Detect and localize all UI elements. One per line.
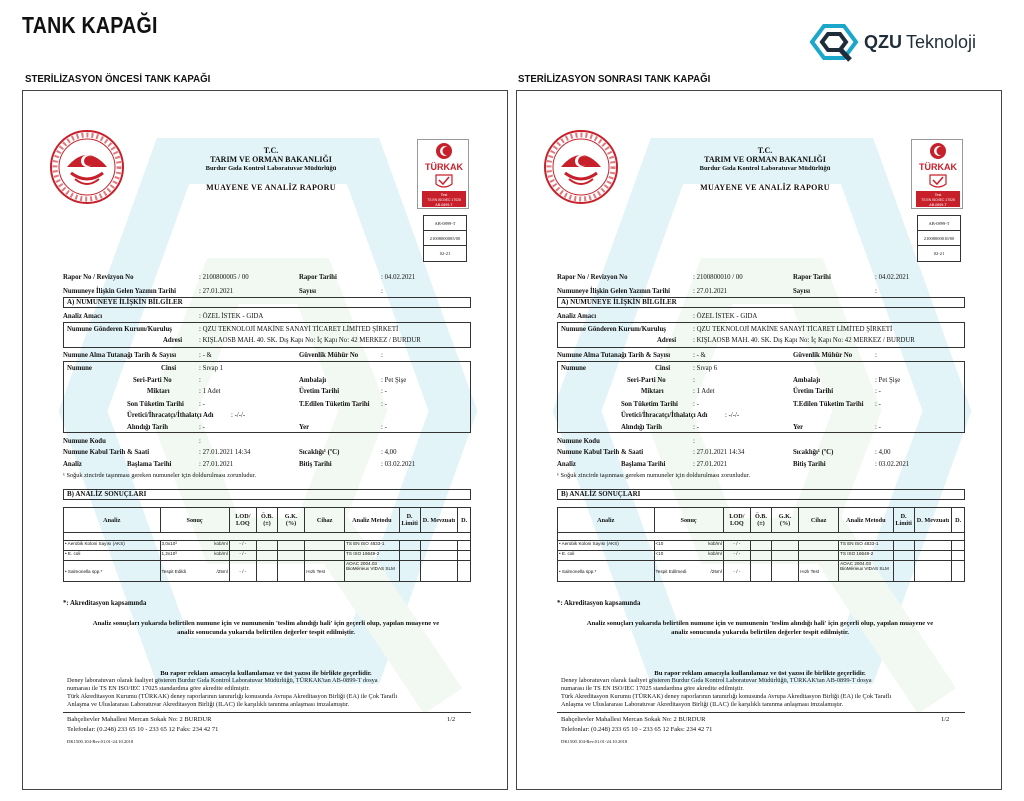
purpose-label: Analiz Amacı — [63, 313, 103, 320]
pack-label: Ambalajı — [793, 377, 821, 384]
result-analysis: • Salmonella spp.* — [64, 561, 161, 582]
taken-date-label: Alındığı Tarih — [127, 424, 168, 431]
result-value: 1,2x10³ — [161, 551, 177, 556]
validity-line-2: analiz sonucunda yukarıda belirtilen değerler tespit edilmiştir. — [177, 629, 355, 636]
footer-line-4: Anlaşma ve Uluslararası Laboratuvar Akreditasyon Birliği (ILAC) ile karşılıklı tanınma anlaşması imzalamıştır. — [67, 701, 350, 708]
analysis-label: Analiz — [557, 461, 576, 468]
turkak-badge — [417, 139, 469, 209]
prod-date-value: : - — [875, 388, 881, 395]
sample-code-label: Numune Kodu — [557, 438, 600, 445]
footer-line-4: Anlaşma ve Uluslararası Laboratuvar Akreditasyon Birliği (ILAC) ile karşılıklı tanınma anlaşması imzalamıştır. — [561, 701, 844, 708]
report-no-label: Rapor No / Revizyon No — [557, 274, 628, 281]
result-cell — [654, 541, 723, 551]
ministry-emblem-icon — [543, 129, 619, 205]
sample-label: Numune — [67, 365, 92, 372]
turkak-code-box — [917, 215, 961, 262]
protocol-label: Numune Alma Tutanağı Tarih & Sayısı — [63, 352, 177, 359]
maker-value: : -/-/- — [231, 412, 246, 419]
result-analysis: • E. coli — [558, 551, 655, 561]
header-report-title: MUAYENE VE ANALİZ RAPORU — [700, 183, 830, 192]
qty-value: : 1 Adet — [693, 388, 715, 395]
result-unit: /25ml — [710, 568, 722, 574]
qty-label: Miktarı — [641, 388, 664, 395]
accept-value: : 27.01.2021 14:34 — [199, 449, 251, 456]
pack-value: : Pet Şişe — [381, 377, 407, 384]
turkak-code-box — [423, 215, 467, 262]
header-tc: T.C. — [757, 146, 773, 155]
end-date-value: : 03.02.2021 — [875, 461, 910, 468]
header-ministry: TARIM VE ORMAN BAKANLIĞI — [210, 155, 332, 164]
maker-value: : -/-/- — [725, 412, 740, 419]
purpose-value: : ÖZEL İSTEK - GIDA — [693, 313, 758, 320]
accept-label: Numune Kabul Tarih & Saati — [557, 449, 644, 456]
result-analysis: • E. coli — [64, 551, 161, 561]
footer-line-3: Türk Akreditasyon Kurumu (TÜRKAK) deney raporlarının tanınırlığı konusunda Avrupa Akreditasyon Birliği (EA) ile Çok Taraflı — [67, 693, 398, 700]
turkak-test-label: Test — [934, 193, 942, 197]
validity-line-1: Analiz sonuçları yukarıda belirtilen numune için ve numunenin 'teslim alındığı hali' için geçerli olup, yapılan muayene ve — [92, 620, 440, 627]
turkak-logo-icon — [912, 140, 964, 210]
kind-value: : Sıvap 1 — [199, 365, 224, 372]
result-row — [64, 533, 471, 541]
footer-line-3: Türk Akreditasyon Kurumu (TÜRKAK) deney raporlarının tanınırlığı konusunda Avrupa Akreditasyon Birliği (EA) ile Çok Taraflı — [561, 693, 892, 700]
brand-logo — [806, 22, 1006, 62]
report-document-after — [516, 90, 1002, 790]
end-date-label: Bitiş Tarihi — [793, 461, 826, 468]
page-number: 1/2 — [447, 716, 456, 723]
col-d: D. — [952, 508, 965, 533]
maker-label: Üretici/İhracatçı/İthalatçı Adı — [621, 412, 708, 419]
turkak-badge — [911, 139, 963, 209]
footer-line-2: numarası ile TS EN ISO/IEC 17025 standardına göre akredite edilmiştir. — [67, 685, 250, 692]
col-ob: Ö.B. (±) — [256, 508, 277, 533]
letter-count-value: : — [875, 288, 877, 295]
report-no-value: : 2100800005 / 00 — [199, 274, 249, 281]
footer-line-2: numarası ile TS EN ISO/IEC 17025 standardına göre akredite edilmiştir. — [561, 685, 744, 692]
qty-value: : 1 Adet — [199, 388, 221, 395]
col-result: Sonuç — [654, 508, 723, 533]
sample-label: Numune — [561, 365, 586, 372]
pack-value: : Pet Şişe — [875, 377, 901, 384]
result-lod: - / - — [229, 551, 256, 561]
col-device: Cihaz — [305, 508, 345, 533]
serial-label: Seri-Parti No — [627, 377, 666, 384]
section-b-title: B) ANALİZ SONUÇLARI — [557, 489, 965, 500]
prod-date-label: Üretim Tarihi — [793, 388, 834, 395]
result-value: 3,0x10³ — [161, 541, 177, 546]
report-date-value: : 04.02.2021 — [875, 274, 910, 281]
qty-label: Miktarı — [147, 388, 170, 395]
expiry-label: Son Tüketim Tarihi — [621, 401, 678, 408]
place-label: Yer — [793, 424, 804, 431]
col-limit: D. Limiti — [399, 508, 420, 533]
header-ministry: TARIM VE ORMAN BAKANLIĞI — [704, 155, 826, 164]
header-lab: Burdur Gıda Kontrol Laboratuvar Müdürlüğü — [699, 165, 831, 172]
letter-date-value: : 27.01.2021 — [693, 288, 728, 295]
result-cell — [654, 561, 723, 582]
result-cell — [160, 551, 229, 561]
result-method: TS ISO 16649-2 — [345, 551, 400, 561]
sample-code-label: Numune Kodu — [63, 438, 106, 445]
accept-label: Numune Kabul Tarih & Saati — [63, 449, 150, 456]
brand-name-rest: Teknoloji — [906, 31, 977, 52]
kind-label: Cinsi — [655, 365, 671, 372]
result-row — [558, 541, 965, 551]
result-analysis: • Salmonella spp.* — [558, 561, 655, 582]
place-label: Yer — [299, 424, 310, 431]
result-row — [558, 561, 965, 582]
seal-label: Güvenlik Mühür No — [793, 352, 853, 359]
report-date-label: Rapor Tarihi — [793, 274, 831, 281]
turkak-code: AB-0899-T — [435, 203, 453, 207]
address-line: Bahçelievler Mahallesi Mercan Sokak No: 2 BURDUR — [67, 716, 212, 723]
result-unit: /25ml — [216, 568, 228, 574]
result-device: Hızlı Test — [799, 561, 839, 582]
address-line: Bahçelievler Mahallesi Mercan Sokak No: 2 BURDUR — [561, 716, 706, 723]
result-method: TS EN ISO 4833-1 — [345, 541, 400, 551]
result-lod: - / - — [723, 551, 750, 561]
accreditation-note: *: Akreditasyon kapsamında — [557, 600, 641, 607]
result-row — [64, 541, 471, 551]
qzu-logo-icon — [806, 22, 862, 62]
place-value: : - — [381, 424, 387, 431]
footer-divider — [557, 712, 965, 713]
header-report-title: MUAYENE VE ANALİZ RAPORU — [206, 183, 336, 192]
accept-value: : 27.01.2021 14:34 — [693, 449, 745, 456]
end-date-value: : 03.02.2021 — [381, 461, 416, 468]
letter-date-label: Numuneye İlişkin Gelen Yazının Tarihi — [557, 288, 671, 295]
seal-value: : — [875, 352, 877, 359]
result-analysis: • Aerobik Koloni Sayısı (AKS) — [64, 541, 161, 551]
letter-date-label: Numuneye İlişkin Gelen Yazının Tarihi — [63, 288, 177, 295]
col-limit: D. Limiti — [893, 508, 914, 533]
serial-value: : — [693, 377, 695, 384]
turkak-test-label: Test — [440, 193, 448, 197]
footer-line-1: Deney laboratuvarı olarak faaliyet gösteren Burdur Gıda Kontrol Laboratuvar Müdürlüğü, TÜRKAK'tan AB-0899-T dosya — [561, 677, 872, 684]
analysis-label: Analiz — [63, 461, 82, 468]
turkak-standard: TS EN ISO/IEC 17025 — [921, 198, 955, 202]
result-value: Tespit Edilmedi — [655, 568, 687, 574]
cold-chain-note: ¹ Soğuk zincirde taşınması gereken numuneler için doldurulması zorunludur. — [63, 472, 257, 479]
report-date-value: : 04.02.2021 — [381, 274, 416, 281]
col-regulation: D. Mevzuatı — [420, 508, 458, 533]
result-lod: - / - — [229, 541, 256, 551]
ministry-emblem-icon — [49, 129, 125, 205]
expiry-value: : - — [199, 401, 205, 408]
rec-expiry-label: T.Edilen Tüketim Tarihi — [793, 401, 864, 408]
sender-value: : QZU TEKNOLOJİ MAKİNE SANAYİ TİCARET LİMİTED ŞİRKETİ — [693, 326, 893, 333]
result-unit: kob/ml — [214, 541, 228, 546]
results-table — [63, 507, 471, 582]
result-lod: - / - — [229, 561, 256, 582]
col-method: Analiz Metodu — [839, 508, 894, 533]
result-row — [558, 551, 965, 561]
turkak-name: TÜRKAK — [919, 162, 957, 172]
result-cell — [160, 561, 229, 582]
turkak-code-report: 21008000005/00 — [424, 231, 466, 246]
header-tc: T.C. — [263, 146, 279, 155]
maker-label: Üretici/İhracatçı/İthalatçı Adı — [127, 412, 214, 419]
col-method: Analiz Metodu — [345, 508, 400, 533]
sample-code-value: : — [693, 438, 695, 445]
letter-count-label: Sayısı — [793, 288, 810, 295]
result-device: Hızlı Test — [305, 561, 345, 582]
sample-box — [63, 361, 471, 433]
section-title-after: STERİLİZASYON SONRASI TANK KAPAĞI — [518, 73, 711, 85]
protocol-value: : - & — [199, 352, 212, 359]
result-method: AOAC 2004.03 BioMérieux VIDAS SLM — [345, 561, 400, 582]
page-title: TANK KAPAĞI — [22, 12, 158, 38]
turkak-code-file: AB-0899-T — [918, 216, 960, 231]
kind-label: Cinsi — [161, 365, 177, 372]
place-value: : - — [875, 424, 881, 431]
result-value: <10 — [655, 551, 664, 556]
report-date-label: Rapor Tarihi — [299, 274, 337, 281]
sender-label: Numune Gönderen Kurum/Kuruluş — [561, 326, 666, 333]
results-header-row — [64, 508, 471, 533]
letter-date-value: : 27.01.2021 — [199, 288, 234, 295]
footer-line-1: Deney laboratuvarı olarak faaliyet gösteren Burdur Gıda Kontrol Laboratuvar Müdürlüğü, TÜRKAK'tan AB-0899-T dosya — [67, 677, 378, 684]
footer-divider — [63, 712, 471, 713]
col-ob: Ö.B. (±) — [750, 508, 771, 533]
accreditation-note: *: Akreditasyon kapsamında — [63, 600, 147, 607]
cold-chain-note: ¹ Soğuk zincirde taşınması gereken numuneler için doldurulması zorunludur. — [557, 472, 751, 479]
purpose-value: : ÖZEL İSTEK - GIDA — [199, 313, 264, 320]
document-code: DK1500.104-Rev.01.01-24.10.2018 — [561, 739, 628, 744]
results-header-row — [558, 508, 965, 533]
rec-expiry-value: : - — [875, 401, 881, 408]
validity-line-2: analiz sonucunda yukarıda belirtilen değerler tespit edilmiştir. — [671, 629, 849, 636]
seal-label: Güvenlik Mühür No — [299, 352, 359, 359]
temperature-label: Sıcaklığı¹ (ºC) — [793, 449, 834, 456]
serial-value: : — [199, 377, 201, 384]
turkak-code-report: 21008000010/00 — [918, 231, 960, 246]
result-unit: kob/ml — [708, 551, 722, 556]
result-unit: kob/ml — [708, 541, 722, 546]
sample-box — [557, 361, 965, 433]
taken-date-value: : - — [199, 424, 205, 431]
sender-value: : QZU TEKNOLOJİ MAKİNE SANAYİ TİCARET LİMİTED ŞİRKETİ — [199, 326, 399, 333]
letter-count-value: : — [381, 288, 383, 295]
col-regulation: D. Mevzuatı — [914, 508, 952, 533]
temperature-value: : 4,00 — [381, 449, 397, 456]
address-value: : KIŞLAOSB MAH. 40. SK. Dış Kapı No: İç Kapı No: 42 MERKEZ / BURDUR — [199, 337, 421, 344]
result-value: Tespit Edildi — [161, 568, 187, 574]
address-value: : KIŞLAOSB MAH. 40. SK. Dış Kapı No: İç Kapı No: 42 MERKEZ / BURDUR — [693, 337, 915, 344]
start-date-value: : 27.01.2021 — [693, 461, 728, 468]
result-cell — [160, 541, 229, 551]
prod-date-label: Üretim Tarihi — [299, 388, 340, 395]
turkak-code: AB-0899-T — [929, 203, 947, 207]
section-title-before: STERİLİZASYON ÖNCESİ TANK KAPAĞI — [25, 73, 211, 85]
report-no-label: Rapor No / Revizyon No — [63, 274, 134, 281]
result-row — [558, 533, 965, 541]
validity-line-1: Analiz sonuçları yukarıda belirtilen numune için ve numunenin 'teslim alındığı hali' için geçerli olup, yapılan muayene ve — [586, 620, 934, 627]
col-d: D. — [458, 508, 471, 533]
col-analysis: Analiz — [558, 508, 655, 533]
prod-date-value: : - — [381, 388, 387, 395]
letter-count-label: Sayısı — [299, 288, 316, 295]
rec-expiry-value: : - — [381, 401, 387, 408]
col-result: Sonuç — [160, 508, 229, 533]
col-lod: LOD/ LOQ — [723, 508, 750, 533]
result-analysis: • Aerobik Koloni Sayısı (AKS) — [558, 541, 655, 551]
report-no-value: : 2100800010 / 00 — [693, 274, 743, 281]
footer-notice: Bu rapor reklam amacıyla kullanılamaz ve üst yazısı ile birlikte geçerlidir. — [160, 670, 372, 677]
rec-expiry-label: T.Edilen Tüketim Tarihi — [299, 401, 370, 408]
result-method: TS ISO 16649-2 — [839, 551, 894, 561]
document-code: DK1500.104-Rev.01.01-24.10.2018 — [67, 739, 134, 744]
turkak-logo-icon — [418, 140, 470, 210]
pack-label: Ambalajı — [299, 377, 327, 384]
purpose-label: Analiz Amacı — [557, 313, 597, 320]
result-lod: - / - — [723, 541, 750, 551]
phone-line: Telefonlar: (0.248) 233 65 10 - 233 65 12 Faks: 234 42 71 — [67, 726, 219, 733]
start-date-label: Başlama Tarihi — [127, 461, 172, 468]
result-value: <10 — [655, 541, 664, 546]
result-row — [64, 561, 471, 582]
result-method: TS EN ISO 4833-1 — [839, 541, 894, 551]
result-method: AOAC 2004.03 BioMérieux VIDAS SLM — [839, 561, 894, 582]
temperature-value: : 4,00 — [875, 449, 891, 456]
taken-date-value: : - — [693, 424, 699, 431]
page-number: 1/2 — [941, 716, 950, 723]
results-table — [557, 507, 965, 582]
turkak-code-date: 02-21 — [933, 251, 945, 256]
col-analysis: Analiz — [64, 508, 161, 533]
end-date-label: Bitiş Tarihi — [299, 461, 332, 468]
taken-date-label: Alındığı Tarih — [621, 424, 662, 431]
expiry-value: : - — [693, 401, 699, 408]
col-gk: G.K. (%) — [277, 508, 304, 533]
turkak-standard: TS EN ISO/IEC 17025 — [427, 198, 461, 202]
result-lod: - / - — [723, 561, 750, 582]
result-cell — [654, 551, 723, 561]
start-date-label: Başlama Tarihi — [621, 461, 666, 468]
turkak-name: TÜRKAK — [425, 162, 463, 172]
section-a-title: A) NUMUNEYE İLİŞKİN BİLGİLER — [557, 297, 965, 308]
header-lab: Burdur Gıda Kontrol Laboratuvar Müdürlüğü — [205, 165, 337, 172]
protocol-value: : - & — [693, 352, 706, 359]
brand-name-bold: QZU — [864, 31, 902, 52]
section-b-title: B) ANALİZ SONUÇLARI — [63, 489, 471, 500]
start-date-value: : 27.01.2021 — [199, 461, 234, 468]
kind-value: : Sıvap 6 — [693, 365, 718, 372]
turkak-code-date: 02-21 — [439, 251, 451, 256]
sample-code-value: : — [199, 438, 201, 445]
col-gk: G.K. (%) — [771, 508, 798, 533]
result-row — [64, 551, 471, 561]
address-label: Adresi — [657, 337, 677, 344]
address-label: Adresi — [163, 337, 183, 344]
col-device: Cihaz — [799, 508, 839, 533]
report-document-before — [22, 90, 508, 790]
col-lod: LOD/ LOQ — [229, 508, 256, 533]
sender-label: Numune Gönderen Kurum/Kuruluş — [67, 326, 172, 333]
protocol-label: Numune Alma Tutanağı Tarih & Sayısı — [557, 352, 671, 359]
footer-notice: Bu rapor reklam amacıyla kullanılamaz ve üst yazısı ile birlikte geçerlidir. — [654, 670, 866, 677]
result-unit: kob/ml — [214, 551, 228, 556]
phone-line: Telefonlar: (0.248) 233 65 10 - 233 65 12 Faks: 234 42 71 — [561, 726, 713, 733]
temperature-label: Sıcaklığı¹ (ºC) — [299, 449, 340, 456]
expiry-label: Son Tüketim Tarihi — [127, 401, 184, 408]
section-a-title: A) NUMUNEYE İLİŞKİN BİLGİLER — [63, 297, 471, 308]
turkak-code-file: AB-0899-T — [424, 216, 466, 231]
seal-value: : — [381, 352, 383, 359]
serial-label: Seri-Parti No — [133, 377, 172, 384]
